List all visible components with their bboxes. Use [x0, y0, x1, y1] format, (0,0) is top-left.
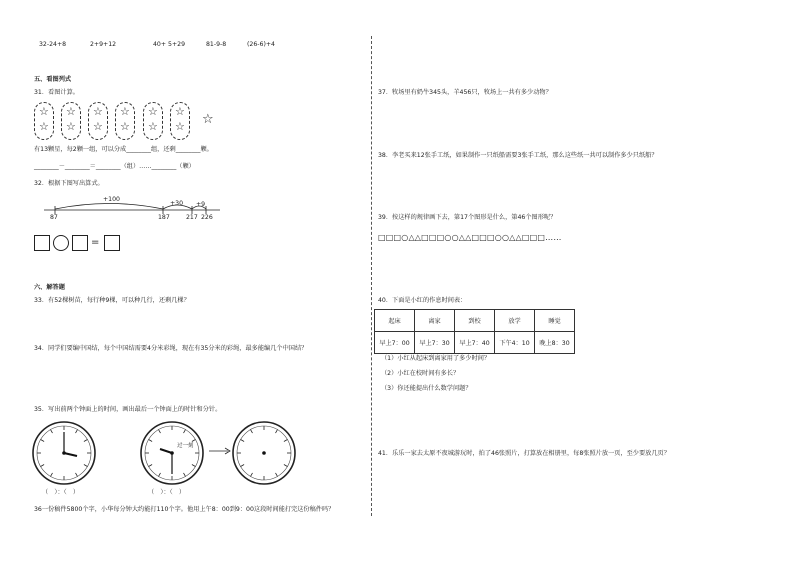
star-icon: ☆ [202, 112, 214, 127]
schedule-time: 早上7：40 [455, 332, 495, 354]
q31-formula: ________－________＝________（组）……________（颗） [34, 163, 195, 170]
star-icon: ☆ [39, 105, 49, 118]
schedule-table [374, 309, 575, 354]
expr-1: 32-24+8 [39, 41, 67, 48]
column-divider [371, 36, 372, 516]
q31-title: 31．看图计算。 [34, 89, 79, 96]
schedule-header: 到校 [455, 310, 495, 332]
clock-face [141, 422, 203, 484]
arrow-label: 过一刻 [177, 443, 194, 449]
q33-text: 33．有52棵树苗，每行种9棵，可以种几行，还剩几棵？ [34, 297, 190, 304]
q41-text: 41．乐乐一家去太原不夜城游玩时，拍了46张照片，打算放在相册里，每8张照片放一页，至少要放几页？ [378, 450, 670, 457]
answer-box[interactable] [104, 235, 120, 251]
star-icon: ☆ [175, 105, 185, 118]
star-icon: ☆ [66, 105, 76, 118]
q34-text: 34．同学们要编中国结，每个中国结需要4分米彩绳，现在有35分米的彩绳，最多能编几个中国结？ [34, 345, 308, 352]
star-icon: ☆ [66, 120, 76, 133]
q39-title: 39．按这样的规律画下去，第17个图形是什么，第46个图形呢？ [378, 214, 557, 221]
section-6-heading: 六、解答题 [34, 284, 65, 291]
star-icon: ☆ [120, 120, 130, 133]
star-icon: ☆ [148, 105, 158, 118]
tick-label: 226 [201, 214, 213, 221]
star-icon: ☆ [148, 120, 158, 133]
clock-face-blank [233, 422, 295, 484]
q31-text: 有13颗星，每2颗一组，可以分成________组，还剩________颗。 [34, 146, 213, 153]
equals-sign: = [91, 237, 100, 248]
section-5-heading: 五、看图列式 [34, 76, 72, 83]
clock-answer[interactable]: （ ）：（ ） [148, 489, 186, 496]
q37-text: 37．牧场里有奶牛345头，羊456只，牧场上一共有多少动物？ [378, 89, 552, 96]
expr-4: 81-9-8 [206, 41, 227, 48]
tick-label: 87 [50, 214, 58, 221]
q40-title: 40．下面是小红的作息时间表： [378, 297, 467, 304]
answer-box[interactable] [72, 235, 88, 251]
clock-answer[interactable]: （ ）：（ ） [42, 489, 80, 496]
clock-face [33, 422, 95, 484]
arc-label: +9 [196, 201, 206, 208]
schedule-time: 下午4：10 [495, 332, 535, 354]
expr-3: 40+ 5+29 [153, 41, 186, 48]
q36-text: 36一份稿件5800个字，小华每分钟大约能打110个字。他用上午8：00到9：00这段时间能打完这份稿件吗？ [34, 506, 335, 513]
q32-title: 32．根据下图写出算式。 [34, 180, 104, 187]
tick-label: 187 [158, 214, 170, 221]
star-icon: ☆ [93, 105, 103, 118]
star-icon: ☆ [39, 120, 49, 133]
schedule-header: 离家 [415, 310, 455, 332]
q40-sub-1: （1）小红从起床到离家用了多少时间？ [381, 355, 491, 362]
answer-box[interactable] [34, 235, 50, 251]
tick-label: 217 [186, 214, 198, 221]
q40-sub-2: （2）小红在校时间有多长？ [381, 370, 460, 377]
schedule-time: 早上7：30 [415, 332, 455, 354]
star-icon: ☆ [120, 105, 130, 118]
arc-label: +30 [170, 200, 184, 207]
clock-figure [32, 418, 302, 488]
shape-pattern: □□□○△△□□□○○△△□□□○○△△□□□…… [378, 233, 562, 242]
q38-text: 38．李老买来12张手工纸，如果制作一只纸船需要3张手工纸，那么这些纸一共可以制作多少只纸船？ [378, 152, 658, 159]
arc-label: +100 [103, 196, 120, 203]
operator-circle[interactable] [53, 235, 69, 251]
q40-sub-3: （3）你还能提出什么数学问题？ [381, 385, 472, 392]
expr-2: 2+9+12 [90, 41, 117, 48]
schedule-header: 放学 [495, 310, 535, 332]
schedule-time: 早上7：00 [375, 332, 415, 354]
schedule-header: 起床 [375, 310, 415, 332]
schedule-time: 晚上8：30 [535, 332, 575, 354]
schedule-header: 睡觉 [535, 310, 575, 332]
q35-title: 35．写出前两个钟面上的时间，画出最后一个钟面上的时针和分针。 [34, 406, 222, 413]
expr-5: (26-6)+4 [247, 41, 275, 48]
star-icon: ☆ [93, 120, 103, 133]
star-icon: ☆ [175, 120, 185, 133]
